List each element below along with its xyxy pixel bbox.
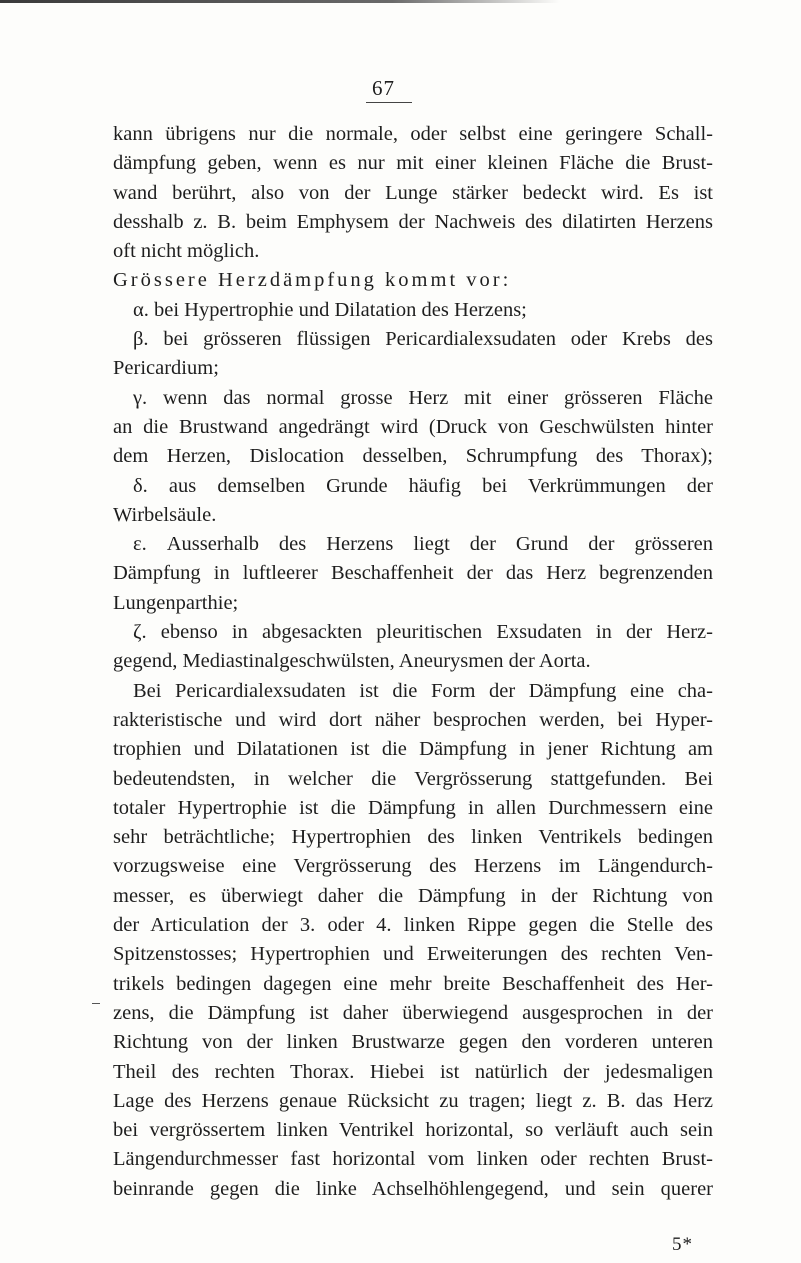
text-line: trophien und Dilatationen ist die Dämpfung in jener Richtung am [113, 738, 713, 761]
margin-mark [92, 1003, 100, 1004]
list-item-zeta: ζ. ebenso in abgesackten pleuritischen Exsudaten in der Herz- [133, 621, 713, 644]
text-line: Lage des Herzens genaue Rücksicht zu tragen; liegt z. B. das Herz [113, 1089, 713, 1112]
text-line: dem Herzen, Dislocation desselben, Schrumpfung des Thorax); [113, 445, 713, 468]
text-line: desshalb z. B. beim Emphysem der Nachweis des dilatirten Herzens [113, 210, 713, 233]
text-line: Wirbelsäule. [113, 503, 217, 526]
text-line: oft nicht möglich. [113, 240, 260, 263]
list-item-epsilon: ε. Ausserhalb des Herzens liegt der Grund der grösseren [133, 533, 713, 556]
text-line: vorzugsweise eine Vergrösserung des Herzens im Längendurch- [113, 855, 713, 878]
text-line: gegend, Mediastinalgeschwülsten, Aneurysmen der Aorta. [113, 650, 591, 673]
list-item-delta: δ. aus demselben Grunde häufig bei Verkrümmungen der [133, 474, 713, 497]
top-edge-rule [0, 0, 560, 3]
list-item-gamma: γ. wenn das normal grosse Herz mit einer grösseren Fläche [133, 386, 713, 409]
text-line: beinrande gegen die linke Achselhöhlengegend, und sein querer [113, 1177, 713, 1200]
text-line: Theil des rechten Thorax. Hiebei ist natürlich der jedesmaligen [113, 1060, 713, 1083]
text-line: der Articulation der 3. oder 4. linken Rippe gegen die Stelle des [113, 914, 713, 937]
text-line: Lungenparthie; [113, 591, 239, 614]
text-line: bei vergrössertem linken Ventrikel horizontal, so verläuft auch sein [113, 1119, 713, 1142]
text-line: kann übrigens nur die normale, oder selbst eine geringere Schall- [113, 123, 713, 145]
text-line: zens, die Dämpfung ist daher überwiegend ausgesprochen in der [113, 1001, 713, 1024]
text-line: wand berührt, also von der Lunge stärker bedeckt wird. Es ist [113, 181, 713, 204]
text-line: trikels bedingen dagegen eine mehr breite Beschaffenheit des Her- [113, 972, 713, 995]
text-line: dämpfung geben, wenn es nur mit einer kleinen Fläche die Brust- [113, 152, 713, 175]
page-number: 67 [372, 76, 395, 100]
list-item-alpha: α. bei Hypertrophie und Dilatation des Herzens; [133, 298, 527, 321]
text-line: totaler Hypertrophie ist die Dämpfung in allen Durchmessern eine [113, 796, 713, 819]
list-item-beta: β. bei grösseren flüssigen Pericardialexsudaten oder Krebs des [133, 328, 713, 351]
text-line: messer, es überwiegt daher die Dämpfung in der Richtung von [113, 884, 713, 907]
paragraph-start-line: Bei Pericardialexsudaten ist die Form der Dämpfung eine cha- [133, 679, 713, 702]
text-line: sehr beträchtliche; Hypertrophien des linken Ventrikels bedingen [113, 826, 713, 849]
text-line: Längendurchmesser fast horizontal vom linken oder rechten Brust- [113, 1148, 713, 1171]
text-line: Spitzenstosses; Hypertrophien und Erweiterungen des rechten Ven- [113, 943, 713, 966]
text-line: Richtung von der linken Brustwarze gegen den vorderen unteren [113, 1031, 713, 1054]
page-number-underline [366, 102, 412, 103]
section-lead-line: Grössere Herzdämpfung kommt vor: [113, 269, 512, 292]
text-line: Pericardium; [113, 357, 219, 380]
text-line: Dämpfung in luftleerer Beschaffenheit der das Herz begrenzenden [113, 562, 713, 585]
text-line: bedeutendsten, in welcher die Vergrösserung stattgefunden. Bei [113, 767, 713, 790]
signature-mark: 5* [672, 1234, 693, 1255]
body-text [113, 120, 713, 1204]
text-line: an die Brustwand angedrängt wird (Druck von Geschwülsten hinter [113, 415, 713, 438]
text-line: rakteristische und wird dort näher besprochen werden, bei Hyper- [113, 708, 713, 731]
